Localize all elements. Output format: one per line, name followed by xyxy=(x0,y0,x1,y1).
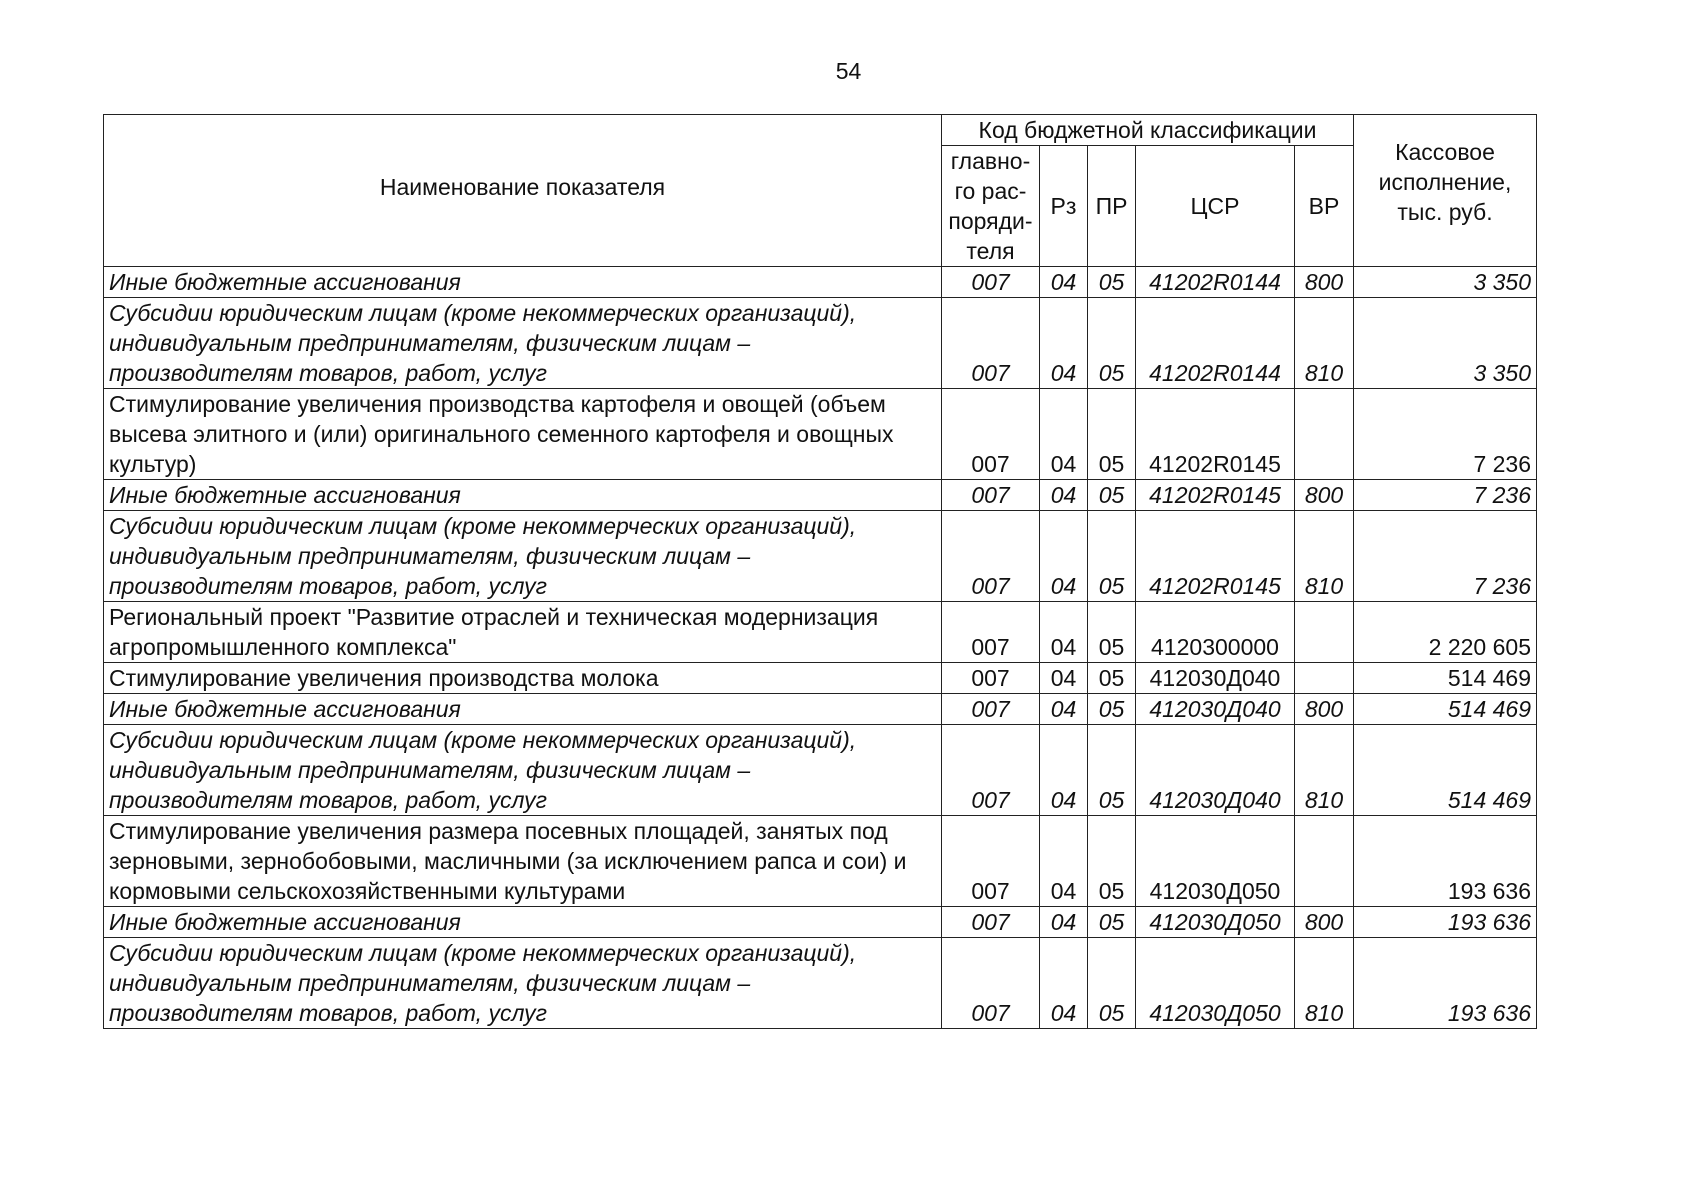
cell-amount: 514 469 xyxy=(1354,725,1537,816)
cell-pr: 05 xyxy=(1088,938,1136,1029)
cell-csr: 4120300000 xyxy=(1136,602,1295,663)
cell-rz: 04 xyxy=(1040,938,1088,1029)
cell-name: Иные бюджетные ассигнования xyxy=(104,694,942,725)
cell-amount: 7 236 xyxy=(1354,480,1537,511)
cell-csr: 41202R0144 xyxy=(1136,298,1295,389)
cell-pr: 05 xyxy=(1088,663,1136,694)
cell-pr: 05 xyxy=(1088,298,1136,389)
cell-rz: 04 xyxy=(1040,907,1088,938)
cell-gr: 007 xyxy=(942,694,1040,725)
header-row-1 xyxy=(104,115,1537,146)
budget-execution-table xyxy=(103,114,1537,1029)
cell-amount: 193 636 xyxy=(1354,938,1537,1029)
cell-rz: 04 xyxy=(1040,298,1088,389)
table-row xyxy=(104,298,1537,389)
cell-vr xyxy=(1295,389,1354,480)
cell-pr: 05 xyxy=(1088,389,1136,480)
cell-vr: 800 xyxy=(1295,480,1354,511)
table-row xyxy=(104,663,1537,694)
table-row xyxy=(104,938,1537,1029)
cell-vr: 810 xyxy=(1295,938,1354,1029)
cell-gr: 007 xyxy=(942,725,1040,816)
cell-csr: 41202R0145 xyxy=(1136,389,1295,480)
table-row xyxy=(104,602,1537,663)
cell-rz: 04 xyxy=(1040,663,1088,694)
cell-amount: 193 636 xyxy=(1354,907,1537,938)
cell-pr: 05 xyxy=(1088,511,1136,602)
cell-pr: 05 xyxy=(1088,816,1136,907)
cell-gr: 007 xyxy=(942,938,1040,1029)
header-amount: Кассовое исполнение, тыс. руб. xyxy=(1354,115,1537,267)
table-row xyxy=(104,480,1537,511)
cell-rz: 04 xyxy=(1040,389,1088,480)
cell-name: Субсидии юридическим лицам (кроме некоммерческих организаций), индивидуальным предпринимателям, физическим лицам – производителям товаров, работ, услуг xyxy=(104,298,942,389)
cell-amount: 7 236 xyxy=(1354,511,1537,602)
cell-csr: 41202R0144 xyxy=(1136,267,1295,298)
cell-pr: 05 xyxy=(1088,694,1136,725)
table-row xyxy=(104,725,1537,816)
cell-rz: 04 xyxy=(1040,816,1088,907)
table-row xyxy=(104,907,1537,938)
header-vr: ВР xyxy=(1295,146,1354,267)
cell-rz: 04 xyxy=(1040,694,1088,725)
cell-pr: 05 xyxy=(1088,907,1136,938)
cell-gr: 007 xyxy=(942,663,1040,694)
cell-name: Субсидии юридическим лицам (кроме некоммерческих организаций), индивидуальным предпринимателям, физическим лицам – производителям товаров, работ, услуг xyxy=(104,725,942,816)
cell-pr: 05 xyxy=(1088,267,1136,298)
cell-name: Иные бюджетные ассигнования xyxy=(104,267,942,298)
cell-csr: 412030Д050 xyxy=(1136,907,1295,938)
cell-csr: 412030Д040 xyxy=(1136,694,1295,725)
cell-rz: 04 xyxy=(1040,725,1088,816)
cell-amount: 2 220 605 xyxy=(1354,602,1537,663)
cell-name: Стимулирование увеличения производства молока xyxy=(104,663,942,694)
cell-csr: 412030Д050 xyxy=(1136,816,1295,907)
cell-pr: 05 xyxy=(1088,602,1136,663)
table-row xyxy=(104,694,1537,725)
cell-vr: 800 xyxy=(1295,907,1354,938)
cell-pr: 05 xyxy=(1088,480,1136,511)
cell-csr: 41202R0145 xyxy=(1136,511,1295,602)
cell-gr: 007 xyxy=(942,816,1040,907)
table-body xyxy=(104,267,1537,1029)
cell-amount: 514 469 xyxy=(1354,694,1537,725)
cell-amount: 193 636 xyxy=(1354,816,1537,907)
cell-rz: 04 xyxy=(1040,480,1088,511)
cell-gr: 007 xyxy=(942,298,1040,389)
cell-name: Субсидии юридическим лицам (кроме некоммерческих организаций), индивидуальным предпринимателям, физическим лицам – производителям товаров, работ, услуг xyxy=(104,511,942,602)
header-gr: главно-го рас-поряди-теля xyxy=(942,146,1040,267)
cell-amount: 3 350 xyxy=(1354,267,1537,298)
cell-rz: 04 xyxy=(1040,602,1088,663)
cell-vr xyxy=(1295,816,1354,907)
page-number: 54 xyxy=(835,58,862,84)
table-row xyxy=(104,816,1537,907)
header-csr: ЦСР xyxy=(1136,146,1295,267)
table-row xyxy=(104,389,1537,480)
cell-vr: 810 xyxy=(1295,725,1354,816)
header-classification-group: Код бюджетной классификации xyxy=(942,115,1354,146)
header-rz: Рз xyxy=(1040,146,1088,267)
cell-vr xyxy=(1295,663,1354,694)
header-name: Наименование показателя xyxy=(104,115,942,267)
cell-vr: 800 xyxy=(1295,694,1354,725)
cell-gr: 007 xyxy=(942,907,1040,938)
cell-gr: 007 xyxy=(942,511,1040,602)
table-row xyxy=(104,267,1537,298)
cell-csr: 412030Д040 xyxy=(1136,663,1295,694)
cell-pr: 05 xyxy=(1088,725,1136,816)
cell-amount: 514 469 xyxy=(1354,663,1537,694)
cell-name: Стимулирование увеличения размера посевных площадей, занятых под зерновыми, зернобобовыми, масличными (за исключением рапса и сои) и кормовыми сельскохозяйственными культурами xyxy=(104,816,942,907)
cell-csr: 41202R0145 xyxy=(1136,480,1295,511)
cell-gr: 007 xyxy=(942,389,1040,480)
cell-name: Иные бюджетные ассигнования xyxy=(104,907,942,938)
cell-gr: 007 xyxy=(942,480,1040,511)
cell-name: Иные бюджетные ассигнования xyxy=(104,480,942,511)
cell-rz: 04 xyxy=(1040,267,1088,298)
cell-name: Региональный проект "Развитие отраслей и техническая модернизация агропромышленного комплекса" xyxy=(104,602,942,663)
cell-csr: 412030Д050 xyxy=(1136,938,1295,1029)
cell-amount: 3 350 xyxy=(1354,298,1537,389)
cell-gr: 007 xyxy=(942,267,1040,298)
cell-vr: 810 xyxy=(1295,298,1354,389)
cell-rz: 04 xyxy=(1040,511,1088,602)
cell-amount: 7 236 xyxy=(1354,389,1537,480)
cell-csr: 412030Д040 xyxy=(1136,725,1295,816)
table-row xyxy=(104,511,1537,602)
header-pr: ПР xyxy=(1088,146,1136,267)
cell-vr xyxy=(1295,602,1354,663)
cell-name: Субсидии юридическим лицам (кроме некоммерческих организаций), индивидуальным предпринимателям, физическим лицам – производителям товаров, работ, услуг xyxy=(104,938,942,1029)
cell-gr: 007 xyxy=(942,602,1040,663)
cell-vr: 800 xyxy=(1295,267,1354,298)
cell-vr: 810 xyxy=(1295,511,1354,602)
cell-name: Стимулирование увеличения производства картофеля и овощей (объем высева элитного и (или) оригинального семенного картофеля и овощных культур) xyxy=(104,389,942,480)
